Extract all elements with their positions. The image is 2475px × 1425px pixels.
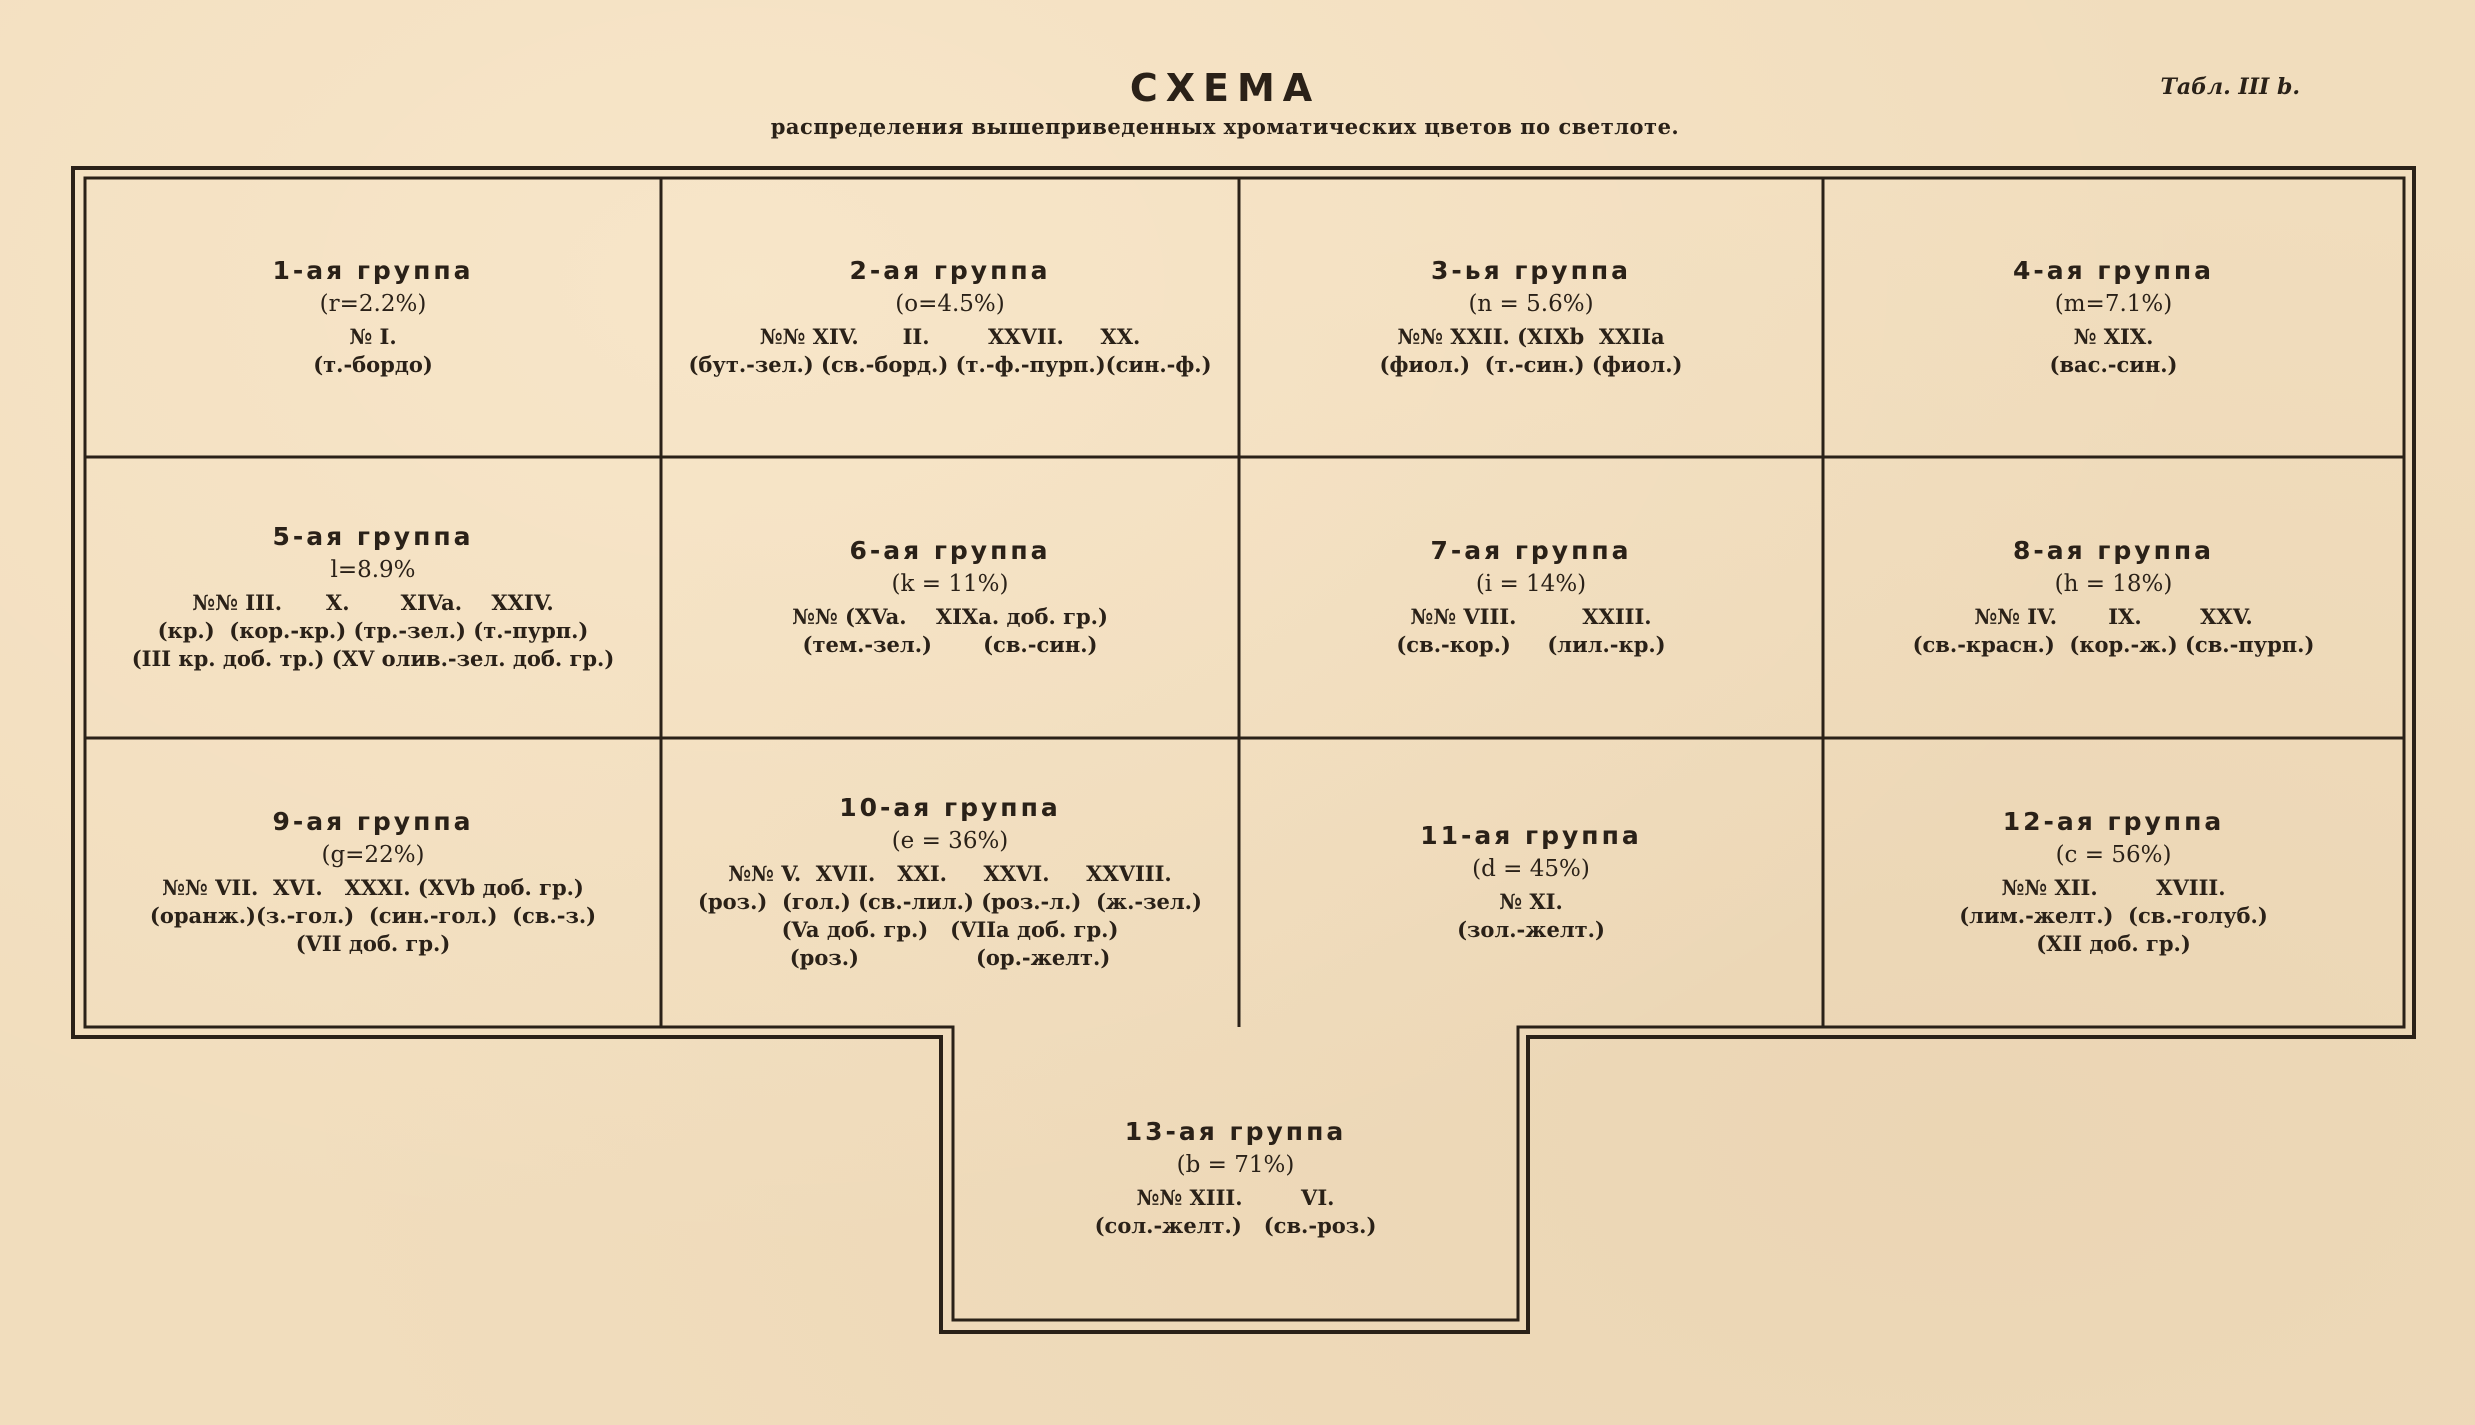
group-cell-3 [1239,178,1823,457]
group-value: (e = 36%) [891,828,1009,854]
group-cell-10 [661,738,1239,1027]
group-title: 10-ая группа [839,793,1061,822]
group-line: (XII доб. гр.) [2036,931,2191,956]
group-cell-9 [85,738,661,1027]
group-line: (оранж.)(з.-гол.) (син.-гол.) (св.-з.) [149,903,597,928]
group-value: l=8.9% [330,557,416,583]
group-title: 4-ая группа [2012,256,2215,285]
group-line: №№ XIII. VI. [1136,1185,1335,1210]
group-value: (n = 5.6%) [1468,291,1594,317]
group-line: (Va доб. гр.) (VIIa доб. гр.) [781,917,1119,942]
group-title: 6-ая группа [849,536,1051,565]
group-cell-6 [661,457,1239,738]
group-line: №№ XIV. II. XXVII. XX. [759,324,1141,349]
group-cell-4 [1823,178,2404,457]
group-title: 8-ая группа [2012,536,2215,565]
group-line: (сол.-желт.) (св.-роз.) [1094,1213,1377,1238]
group-line: №№ III. X. XIVa. XXIV. [192,590,554,615]
group-cell-12 [1823,738,2404,1027]
group-line: № XI. [1499,889,1563,914]
group-title: 13-ая группа [1124,1117,1347,1146]
group-line: (т.-бордо) [313,352,433,377]
group-line: (роз.) (гол.) (св.-лил.) (роз.-л.) (ж.-зел.) [698,889,1202,914]
group-line: (VII доб. гр.) [295,931,451,956]
group-line: (лим.-желт.) (св.-голуб.) [1959,903,2268,928]
group-line: (зол.-желт.) [1457,917,1605,942]
group-cell-11 [1239,738,1823,1027]
group-cell-2 [661,178,1239,457]
group-title: 12-ая группа [2002,807,2225,836]
group-line: №№ XXII. (XIXb XXIIa [1397,324,1665,349]
group-title: 9-ая группа [272,807,474,836]
group-value: (o=4.5%) [895,291,1005,317]
group-value: (d = 45%) [1472,856,1590,882]
group-line: №№ (XVa. XIXa. доб. гр.) [792,604,1108,629]
group-line: № XIX. [2073,324,2154,349]
group-cell-5 [85,457,661,738]
group-line: №№ XII. XVIII. [2001,875,2226,900]
group-line: (вас.-син.) [2049,352,2178,377]
group-cell-8 [1823,457,2404,738]
group-line: (бут.-зел.) (св.-борд.) (т.-ф.-пурп.)(син.-ф.) [688,352,1212,377]
group-line: №№ IV. IX. XXV. [1974,604,2253,629]
group-line: (тем.-зел.) (св.-син.) [802,632,1098,657]
table-label: Табл. III b. [2160,74,2300,100]
group-cell-1 [85,178,661,457]
group-value: (m=7.1%) [2054,291,2173,317]
group-line: (св.-кор.) (лил.-кр.) [1396,632,1666,657]
group-title: 2-ая группа [849,256,1051,285]
group-value: (r=2.2%) [319,291,427,317]
group-line: (фиол.) (т.-син.) (фиол.) [1379,352,1683,377]
group-line: №№ VIII. XXIII. [1410,604,1652,629]
group-cell-7 [1239,457,1823,738]
group-value: (g=22%) [321,842,425,868]
group-line: №№ V. XVII. XXI. XXVI. XXVIII. [728,861,1172,886]
group-title: 11-ая группа [1420,821,1642,850]
page-subtitle: распределения вышеприведенных хроматических цветов по светлоте. [770,114,1680,139]
group-line: (св.-красн.) (кор.-ж.) (св.-пурп.) [1912,632,2315,657]
group-value: (h = 18%) [2054,571,2173,597]
group-title: 7-ая группа [1430,536,1632,565]
group-line: (роз.) (ор.-желт.) [789,945,1111,970]
group-title: 5-ая группа [272,522,474,551]
group-value: (i = 14%) [1475,571,1587,597]
group-line: (III кр. доб. тр.) (XV олив.-зел. доб. гр.) [131,646,615,671]
group-cell-13 [953,1037,1518,1320]
group-title: 3-ья группа [1430,256,1631,285]
page-title: СХЕМА [1129,66,1321,110]
group-line: №№ VII. XVI. XXXI. (XVb доб. гр.) [162,875,584,900]
group-value: (b = 71%) [1176,1152,1295,1178]
group-line: (кр.) (кор.-кр.) (тр.-зел.) (т.-пурп.) [157,618,589,643]
group-value: (c = 56%) [2055,842,2172,868]
group-line: № I. [349,324,397,349]
group-value: (k = 11%) [891,571,1009,597]
group-title: 1-ая группа [272,256,474,285]
